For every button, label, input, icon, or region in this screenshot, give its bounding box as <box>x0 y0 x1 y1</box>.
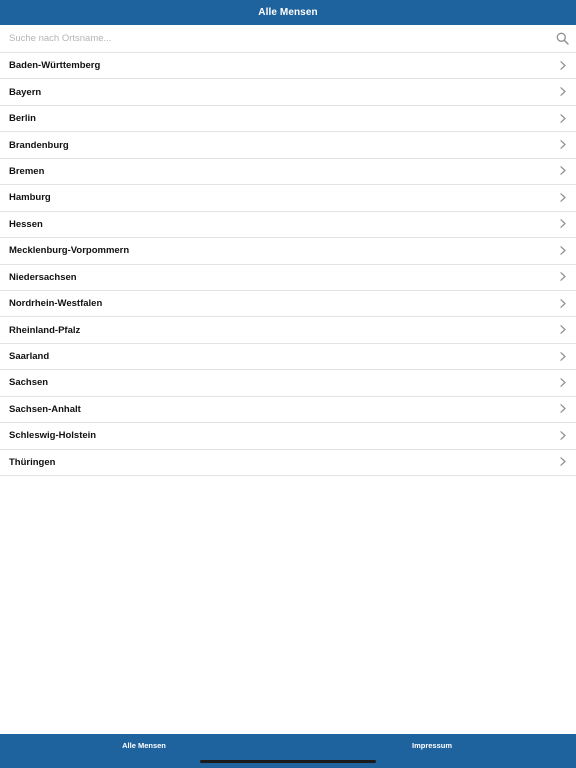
list-item[interactable] <box>0 344 576 370</box>
page-title: Alle Mensen <box>258 7 318 18</box>
chevron-right-icon <box>560 114 566 123</box>
chevron-right-icon <box>560 457 566 466</box>
list-item[interactable] <box>0 265 576 291</box>
list-item-label: Hessen <box>9 218 43 230</box>
chevron-right-icon <box>560 219 566 228</box>
list-item-label: Mecklenburg-Vorpommern <box>9 245 130 257</box>
list-item[interactable] <box>0 106 576 132</box>
state-list <box>0 53 576 476</box>
list-item[interactable] <box>0 53 576 79</box>
chevron-right-icon <box>560 166 566 175</box>
chevron-right-icon <box>560 61 566 70</box>
list-item[interactable] <box>0 423 576 449</box>
list-item[interactable] <box>0 238 576 264</box>
list-item[interactable] <box>0 185 576 211</box>
chevron-right-icon <box>560 246 566 255</box>
tab-impressum[interactable] <box>288 734 576 756</box>
chevron-right-icon <box>560 140 566 149</box>
list-item-label: Nordrhein-Westfalen <box>9 298 103 310</box>
list-item-label: Schleswig-Holstein <box>9 430 97 442</box>
list-item-label: Baden-Württemberg <box>9 60 101 72</box>
list-item-label: Berlin <box>9 113 36 125</box>
list-item[interactable] <box>0 132 576 158</box>
list-item[interactable] <box>0 397 576 423</box>
list-item[interactable] <box>0 450 576 476</box>
search-input[interactable] <box>0 25 540 52</box>
list-item[interactable] <box>0 212 576 238</box>
list-item[interactable] <box>0 159 576 185</box>
list-item[interactable] <box>0 370 576 396</box>
list-item-label: Hamburg <box>9 192 51 204</box>
chevron-right-icon <box>560 352 566 361</box>
home-indicator <box>200 760 376 763</box>
list-item-label: Bremen <box>9 165 45 177</box>
list-item-label: Sachsen <box>9 377 49 389</box>
chevron-right-icon <box>560 404 566 413</box>
list-item[interactable] <box>0 317 576 343</box>
search-bar <box>0 25 576 53</box>
chevron-right-icon <box>560 87 566 96</box>
navigation-bar <box>0 0 576 25</box>
list-item[interactable] <box>0 79 576 105</box>
list-item-label: Rheinland-Pfalz <box>9 324 81 336</box>
chevron-right-icon <box>560 272 566 281</box>
chevron-right-icon <box>560 378 566 387</box>
list-item[interactable] <box>0 291 576 317</box>
list-item-label: Niedersachsen <box>9 271 77 283</box>
list-item-label: Bayern <box>9 86 42 98</box>
tab-label: Alle Mensen <box>122 740 166 750</box>
list-item-label: Saarland <box>9 351 50 363</box>
search-icon[interactable] <box>556 32 569 45</box>
list-item-label: Brandenburg <box>9 139 69 151</box>
chevron-right-icon <box>560 325 566 334</box>
tab-label: Impressum <box>411 740 453 750</box>
chevron-right-icon <box>560 193 566 202</box>
list-item-label: Thüringen <box>9 456 56 468</box>
tab-alle-mensen[interactable] <box>0 734 288 756</box>
tab-bar <box>0 734 576 768</box>
chevron-right-icon <box>560 431 566 440</box>
list-item-label: Sachsen-Anhalt <box>9 403 81 415</box>
chevron-right-icon <box>560 299 566 308</box>
